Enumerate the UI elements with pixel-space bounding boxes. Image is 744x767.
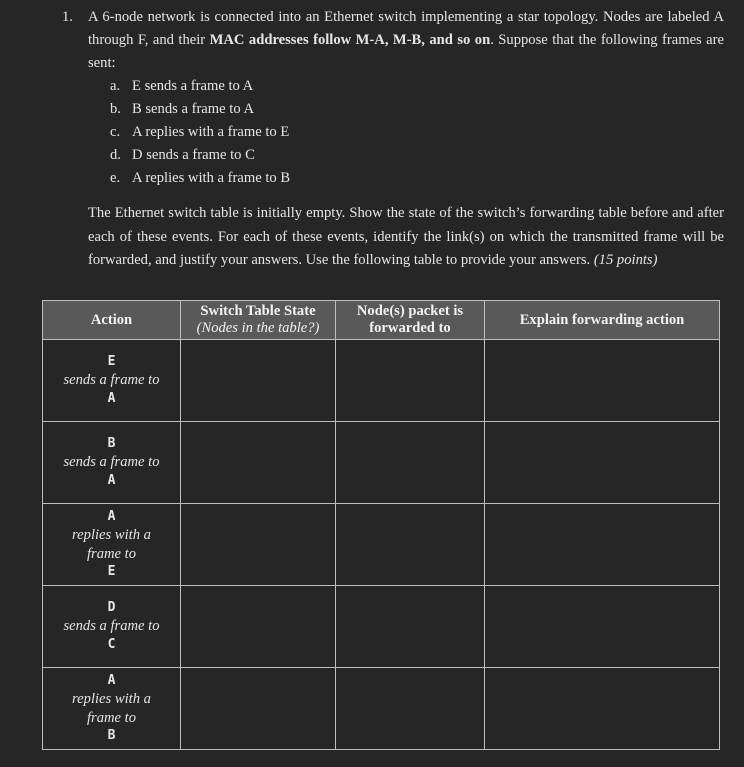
event-item: d. D sends a frame to C [110, 147, 255, 163]
forwarded-to-input[interactable] [336, 340, 485, 422]
table-row [43, 668, 720, 750]
switch-table-state-input[interactable] [181, 504, 336, 586]
action-cell: B sends a frame to A [43, 422, 181, 504]
explanation-input[interactable] [485, 340, 720, 422]
table-row [43, 504, 720, 586]
explanation-input[interactable] [485, 586, 720, 668]
switch-table-state-input[interactable] [181, 668, 336, 750]
event-item: a. E sends a frame to A [110, 78, 254, 94]
question-intro [62, 6, 724, 75]
event-item: b. B sends a frame to A [110, 101, 254, 117]
event-list [62, 75, 724, 190]
switch-table-state-input[interactable] [181, 340, 336, 422]
forwarded-to-input[interactable] [336, 504, 485, 586]
header-switch-table-state: Switch Table State (Nodes in the table?) [181, 301, 336, 340]
question-number: 1. [62, 9, 73, 25]
points-label: (15 points) [593, 252, 658, 268]
table-row [43, 340, 720, 422]
forwarded-to-input[interactable] [336, 586, 485, 668]
explanation-input[interactable] [485, 504, 720, 586]
switch-table-state-input[interactable] [181, 422, 336, 504]
mac-address-note: MAC addresses follow M-A, M-B, and so on [209, 32, 491, 48]
table-row [43, 586, 720, 668]
action-cell: A replies with a frame to B [43, 668, 181, 750]
table-header-row [43, 301, 720, 340]
event-item: c. A replies with a frame to E [110, 124, 290, 140]
header-forwarded-to: Node(s) packet is forwarded to [336, 301, 485, 340]
table-row [43, 422, 720, 504]
header-explain: Explain forwarding action [485, 301, 720, 340]
question-block [62, 6, 724, 273]
forwarded-to-input[interactable] [336, 668, 485, 750]
answer-table [42, 300, 720, 750]
action-cell: A replies with a frame to E [43, 504, 181, 586]
event-item: e. A replies with a frame to B [110, 170, 291, 186]
explanation-input[interactable] [485, 422, 720, 504]
header-action: Action [43, 301, 181, 340]
forwarded-to-input[interactable] [336, 422, 485, 504]
switch-table-state-input[interactable] [181, 586, 336, 668]
action-cell: D sends a frame to C [43, 586, 181, 668]
question-text: A 6-node network is connected into an Ethernet switch implementing a star topology. Nodes are labeled A through F, and their MAC addresses follow M-A, M-B, and so on. Suppose that the following frames are sent: [88, 9, 724, 71]
action-cell: E sends a frame to A [43, 340, 181, 422]
explanation-input[interactable] [485, 668, 720, 750]
instructions: The Ethernet switch table is initially empty. Show the state of the switch’s forwarding table before and after each of these events. For each of these events, identify the link(s) on which the transmitted frame will be forwarded, and justify your answers. Use the following table to provide your answers. (15 points) [88, 205, 724, 268]
